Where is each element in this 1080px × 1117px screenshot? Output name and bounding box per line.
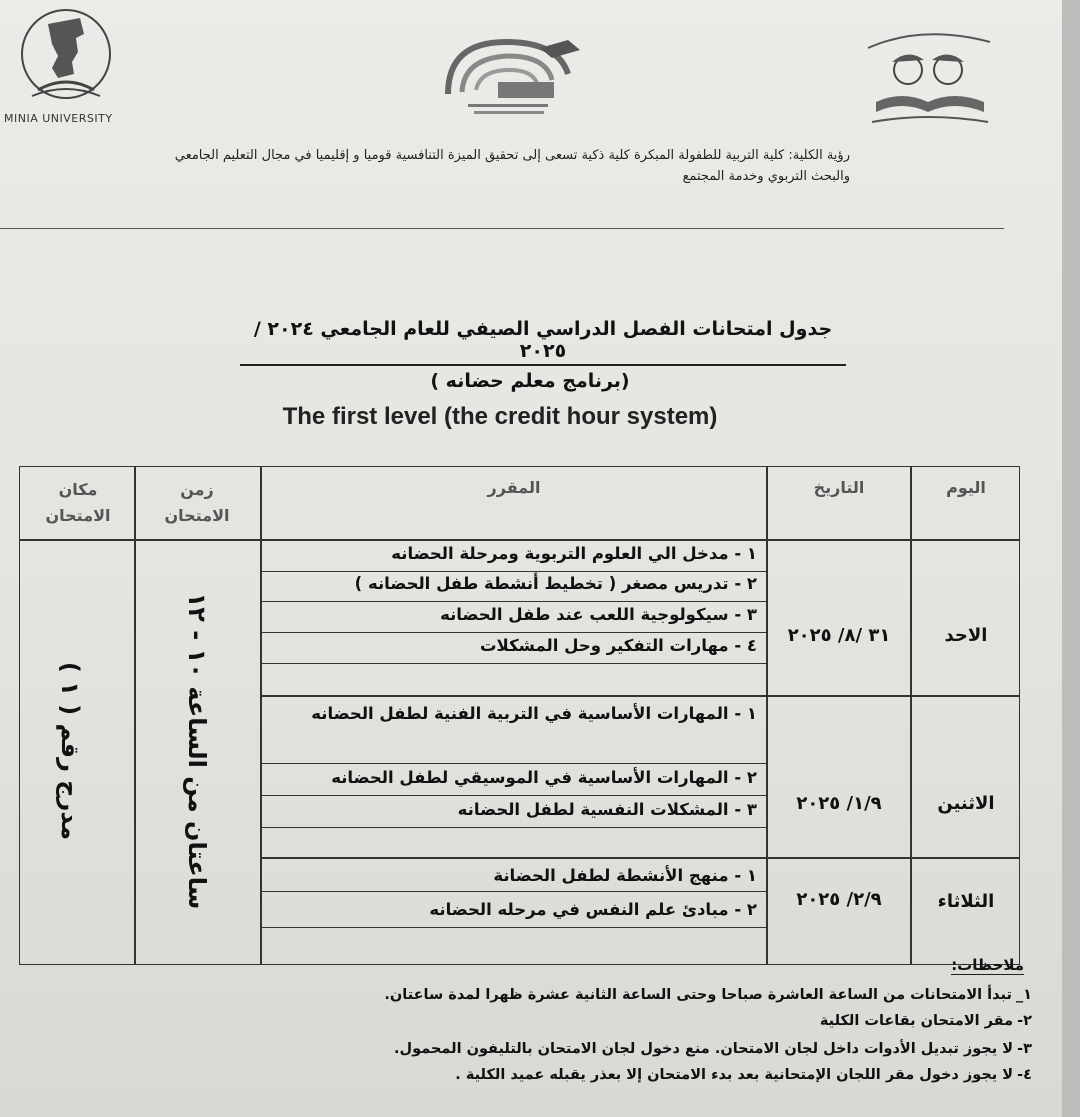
course-item: ٣ - المشكلات النفسية لطفل الحضانه [457, 800, 757, 819]
date-cell: ٢/٩/ ٢٠٢٥ [796, 889, 882, 910]
row-divider [260, 663, 766, 664]
course-item: ٤ - مهارات التفكير وحل المشكلات [479, 636, 757, 655]
col-divider [134, 467, 136, 964]
header-day: اليوم [946, 478, 986, 497]
note-text: مقر الامتحان بقاعات الكلية [819, 1013, 1014, 1029]
note-number: ٣- [1017, 1041, 1032, 1057]
university-name: MINIA UNIVERSITY [4, 112, 113, 125]
exam-place-cell: مدرج رقم ( ١ ) [56, 661, 84, 841]
row-divider [260, 927, 766, 928]
course-item: ١ - المهارات الأساسية في التربية الفنية لطفل الحضانه [311, 704, 757, 723]
course-item: ١ - مدخل الي العلوم التربوية ومرحلة الحضانه [391, 544, 757, 563]
group-divider [260, 695, 1020, 697]
level-title: The first level (the credit hour system) [282, 403, 718, 430]
note-item [394, 1038, 1032, 1060]
quality-unit-logo [428, 34, 584, 120]
note-number: ٢- [1017, 1013, 1032, 1029]
exam-schedule-table [19, 466, 1020, 965]
date-cell: ٣١ /٨/ ٢٠٢٥ [787, 625, 891, 646]
note-item [455, 1064, 1032, 1086]
page-edge-shadow [1062, 0, 1080, 1117]
notes-title: ملاحظات: [951, 956, 1024, 974]
note-text: تبدأ الامتحانات من الساعة العاشرة صباحا وحتى الساعة الثانية عشرة ظهرا لمدة ساعتان. [384, 987, 1012, 1003]
note-number: ٤- [1017, 1067, 1032, 1083]
exam-time-cell: ساعتان من الساعة ١٠ - ١٢ [183, 592, 211, 910]
note-text: لا يجوز تبديل الأدوات داخل لجان الامتحان. منع دخول لجان الامتحان بالتليفون المحمول. [394, 1041, 1014, 1057]
header-date: التاريخ [813, 478, 865, 497]
day-cell: الاحد [944, 625, 988, 646]
day-cell: الاثنين [937, 793, 995, 814]
header-time: زمن الامتحان [164, 480, 230, 525]
program-name: (برنامج معلم حضانه ) [430, 370, 630, 392]
header-course: المقرر [487, 478, 541, 497]
day-cell: الثلاثاء [937, 891, 995, 912]
faculty-logo [862, 26, 998, 138]
row-divider [260, 891, 766, 892]
vision-line-2: والبحث التربوي وخدمة المجتمع [682, 169, 850, 184]
note-text: لا يجوز دخول مقر اللجان الإمتحانية بعد بدء الامتحان إلا بعذر يقبله عميد الكلية . [455, 1067, 1014, 1083]
course-item: ٣ - سيكولوجية اللعب عند طفل الحضانه [440, 605, 757, 624]
col-divider [910, 467, 912, 964]
vision-line-1: رؤية الكلية: كلية التربية للطفولة المبكرة كلية ذكية تسعى إلى تحقيق الميزة التنافسية قوميا و إقليميا في مجال التعليم الجامعي [174, 148, 850, 163]
note-item [820, 1010, 1032, 1032]
schedule-title: جدول امتحانات الفصل الدراسي الصيفي للعام الجامعي ٢٠٢٤ / ٢٠٢٥ [240, 318, 846, 366]
minia-university-logo [8, 4, 118, 124]
course-item: ١ - منهج الأنشطة لطفل الحضانة [493, 866, 757, 885]
date-cell: ١/٩/ ٢٠٢٥ [796, 793, 882, 814]
course-item: ٢ - تدريس مصغر ( تخطيط أنشطة طفل الحضانه ) [354, 574, 757, 593]
col-divider [260, 467, 262, 964]
faculty-vision [130, 145, 850, 187]
header-divider [0, 228, 1004, 229]
row-divider [260, 827, 766, 828]
group-divider [260, 857, 1020, 859]
course-item: ٢ - مبادئ علم النفس في مرحله الحضانه [429, 900, 757, 919]
note-item [384, 984, 1032, 1006]
course-item: ٢ - المهارات الأساسية في الموسيقي لطفل الحضانه [331, 768, 757, 787]
note-number: ١_ [1015, 987, 1032, 1003]
header-place: مكان الامتحان [45, 480, 111, 525]
